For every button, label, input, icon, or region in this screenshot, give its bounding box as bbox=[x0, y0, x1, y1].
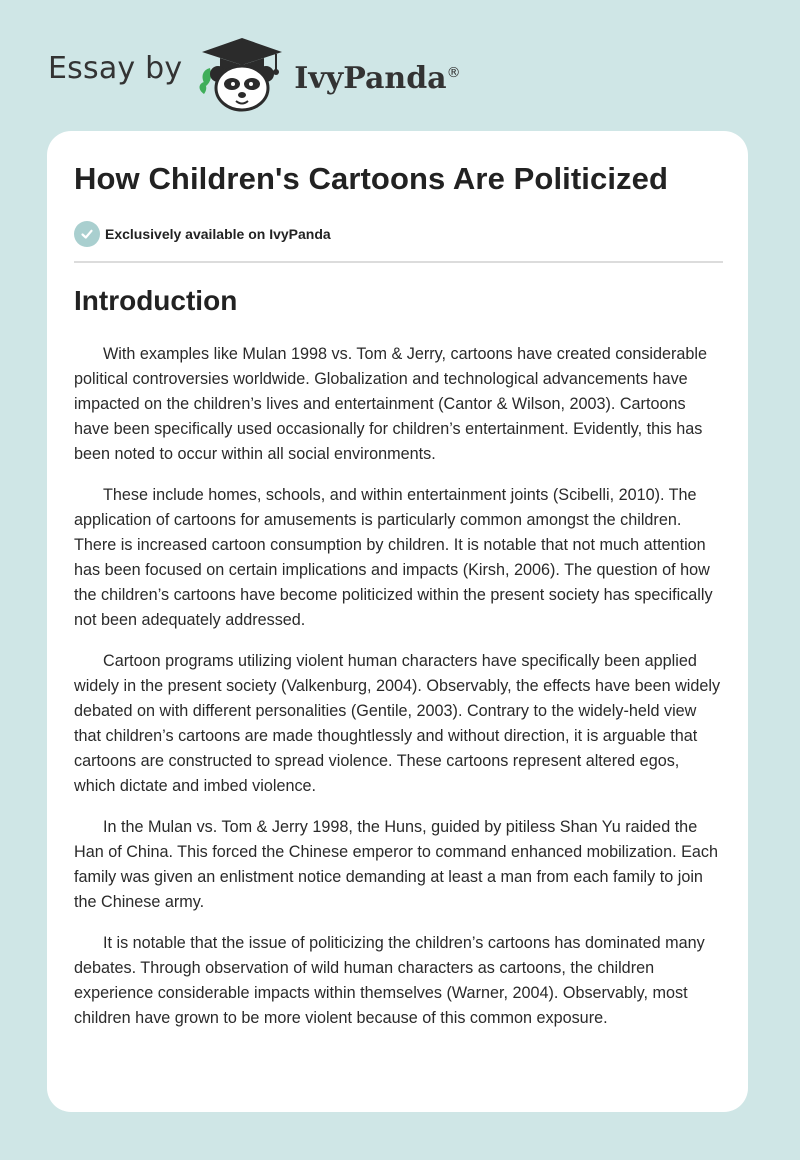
paragraph: With examples like Mulan 1998 vs. Tom & Jerry, cartoons have created considerable political controversies worldwide. Globalization and technological advancements have impacted on the children’s lives and entertainment (Cantor & Wilson, 2003). Cartoons have been specifically used occasionally for children’s entertainment. Evidently, this has been noted to occur within all social environments. bbox=[74, 345, 708, 463]
section-heading-introduction: Introduction bbox=[74, 285, 238, 316]
essay-body bbox=[74, 342, 724, 1047]
paragraph: In the Mulan vs. Tom & Jerry 1998, the Huns, guided by pitiless Shan Yu raided the Han of China. This forced the Chinese emperor to command enhanced mobilization. Each family was given an enlistment notice demanding at least a man from each family to join the Chinese army. bbox=[74, 818, 718, 911]
exclusive-badge bbox=[74, 221, 331, 247]
paragraph: It is notable that the issue of politicizing the children’s cartoons has dominated many debates. Through observation of wild human characters as cartoons, the children experience considerable impacts within themselves (Warner, 2004). Observably, most children have grown to be more violent because of this common exposure. bbox=[74, 934, 705, 1027]
title-divider bbox=[74, 261, 723, 263]
paragraph: These include homes, schools, and within entertainment joints (Scibelli, 2010). The application of cartoons for amusements is particularly common amongst the children. There is increased cartoon consumption by children. It is notable that not much attention has been focused on certain implications and impacts (Kirsh, 2006). The question of how the children’s cartoons have become politicized within the present society has specifically not been adequately addressed. bbox=[74, 486, 713, 629]
essay-card bbox=[47, 131, 748, 1112]
brand-name bbox=[294, 61, 460, 96]
panda-graduation-cap-icon bbox=[196, 34, 288, 114]
exclusive-badge-label: Exclusively available on IvyPanda bbox=[105, 226, 331, 242]
paragraph: Cartoon programs utilizing violent human characters have specifically been applied widely in the present society (Valkenburg, 2004). Observably, the effects have been widely debated on with different personalities (Gentile, 2003). Contrary to the widely-held view that children’s cartoons are made thoughtlessly and without direction, it is arguable that cartoons are constructed to spread violence. These cartoons represent altered egos, which dictate and imbed violence. bbox=[74, 652, 721, 795]
brand-prefix: Essay by bbox=[48, 50, 183, 86]
page-title: How Children's Cartoons Are Politicized bbox=[74, 161, 669, 196]
site-header-brand[interactable] bbox=[48, 34, 461, 114]
registered-mark: ® bbox=[446, 64, 461, 81]
checkmark-icon bbox=[74, 221, 100, 247]
brand-name-text: IvyPanda bbox=[294, 60, 447, 96]
